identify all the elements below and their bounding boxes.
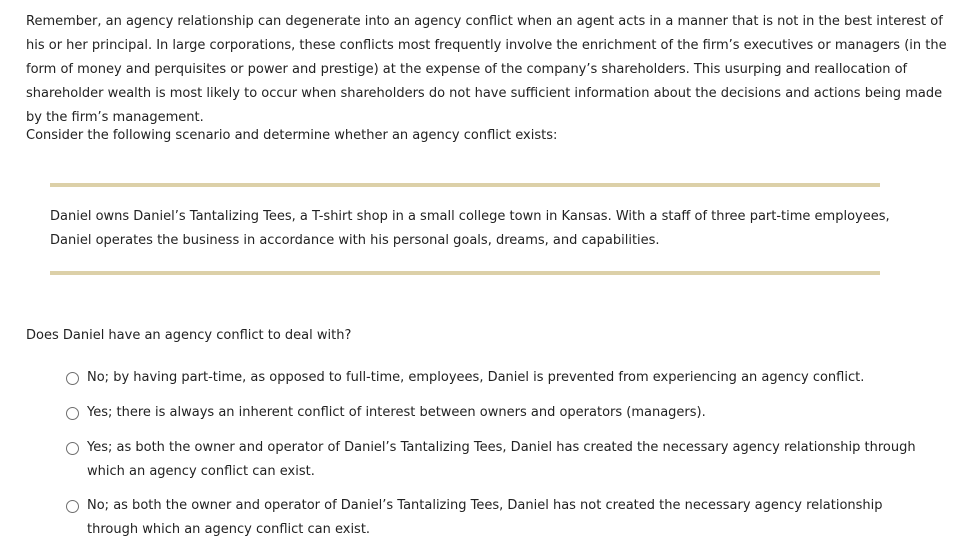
radio-button-icon[interactable] <box>66 407 79 420</box>
answer-option-label[interactable]: No; as both the owner and operator of Daniel’s Tantalizing Tees, Daniel has not created the necessary agency relationship through which an agency conflict can exist. <box>87 498 883 537</box>
question-text: Does Daniel have an agency conflict to deal with? <box>26 328 352 343</box>
radio-button-icon[interactable] <box>66 500 79 513</box>
answer-option-3[interactable] <box>66 437 926 484</box>
answer-option-label[interactable]: No; by having part-time, as opposed to full-time, employees, Daniel is prevented from experiencing an agency conflict. <box>87 370 865 385</box>
radio-button-icon[interactable] <box>66 442 79 455</box>
answer-option-1[interactable] <box>66 367 926 390</box>
answer-option-label[interactable]: Yes; as both the owner and operator of Daniel’s Tantalizing Tees, Daniel has created the necessary agency relationship through which an agency conflict can exist. <box>87 440 916 479</box>
scenario-text: Daniel owns Daniel’s Tantalizing Tees, a T-shirt shop in a small college town in Kansas. With a staff of three part-time employees, Daniel operates the business in accordance with his personal goals, dreams, and capabilities. <box>50 209 890 248</box>
radio-button-icon[interactable] <box>66 372 79 385</box>
answer-option-label[interactable]: Yes; there is always an inherent conflict of interest between owners and operators (managers). <box>87 405 706 420</box>
answer-option-2[interactable] <box>66 402 926 425</box>
scenario-bottom-divider <box>50 271 880 275</box>
intro-paragraph: Remember, an agency relationship can degenerate into an agency conflict when an agent acts in a manner that is not in the best interest of his or her principal. In large corporations, these conflicts most frequently involve the enrichment of the firm’s executives or managers (in the form of money and perquisites or power and prestige) at the expense of the company’s shareholders. This usurping and reallocation of shareholder wealth is most likely to occur when shareholders do not have sufficient information about the decisions and actions being made by the firm’s management. <box>26 14 947 125</box>
answer-option-4[interactable] <box>66 495 926 542</box>
scenario-top-divider <box>50 183 880 187</box>
scenario-prompt: Consider the following scenario and determine whether an agency conflict exists: <box>26 128 558 143</box>
